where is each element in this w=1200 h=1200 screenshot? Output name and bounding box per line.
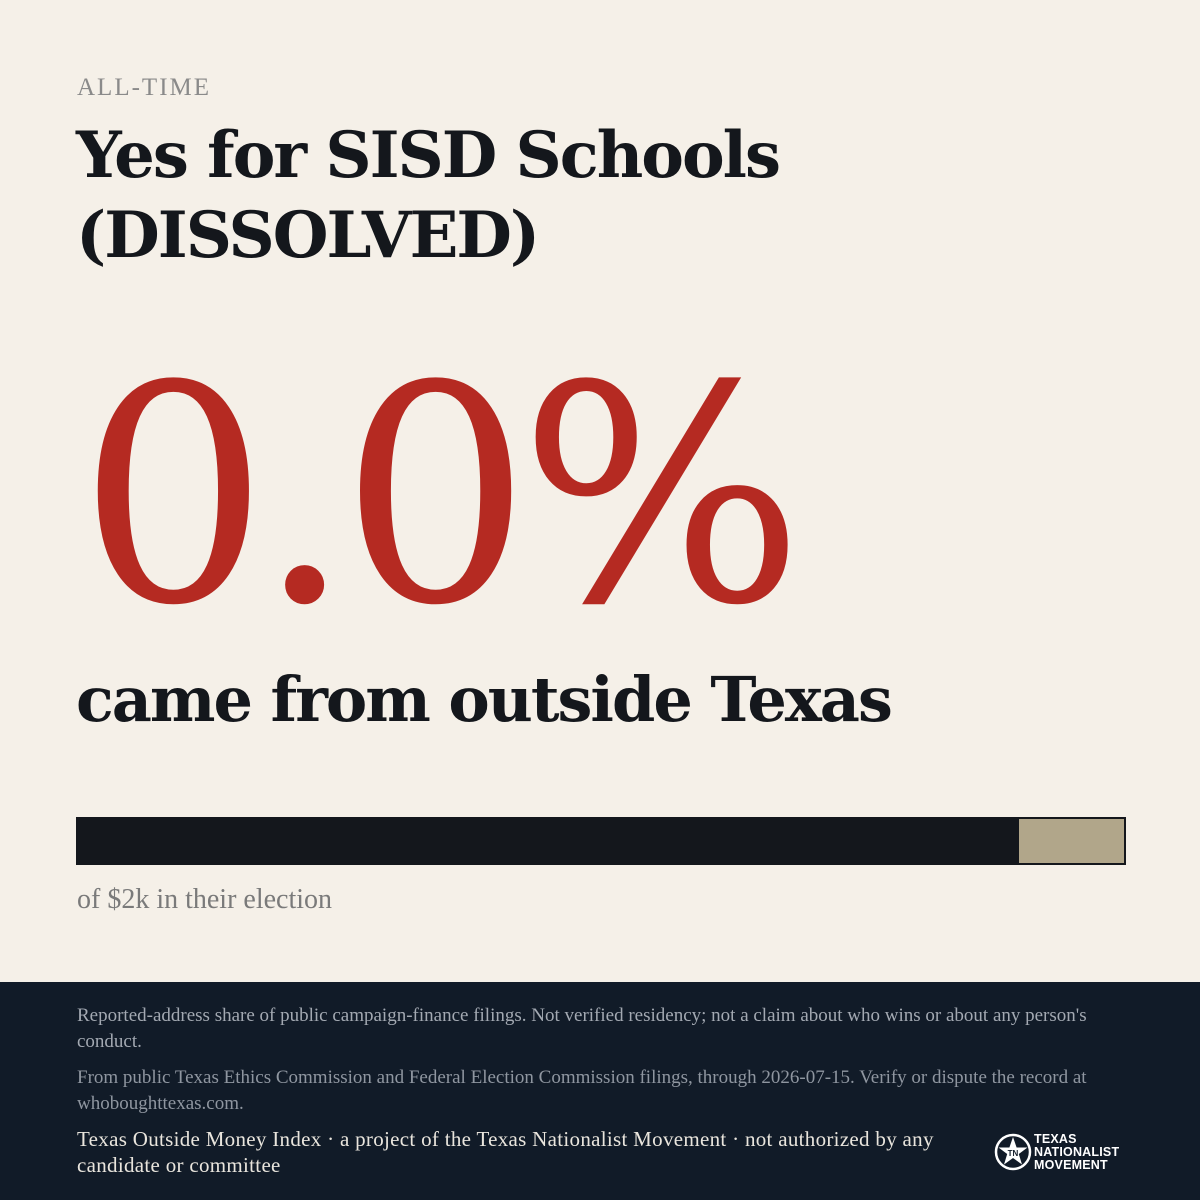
logo-line-texas: TEXAS xyxy=(1034,1132,1077,1146)
tnm-logo-wordmark xyxy=(1034,1133,1119,1172)
logo-line-movement: MOVEMENT xyxy=(1034,1158,1108,1172)
committee-title-line2: (DISSOLVED) xyxy=(76,198,539,273)
committee-title-line1: Yes for SISD Schools xyxy=(76,118,779,193)
timeframe-label: ALL-TIME xyxy=(77,74,212,101)
svg-text:TN: TN xyxy=(1007,1149,1019,1158)
footer-credit: Texas Outside Money Index · a project of the Texas Nationalist Movement · not authorized by any candidate or committee xyxy=(77,1127,934,1177)
tnm-star-emblem-icon xyxy=(994,1131,1032,1171)
share-bar xyxy=(76,817,1126,865)
outside-share-value: 0.0% xyxy=(78,322,793,671)
total-amount-caption: of $2k in their election xyxy=(77,884,333,915)
committee-title xyxy=(76,116,1076,276)
logo-line-nationalist: NATIONALIST xyxy=(1034,1145,1120,1159)
outside-share-caption: came from outside Texas xyxy=(76,663,891,736)
tnm-logo xyxy=(994,1131,1134,1175)
share-bar-fill xyxy=(78,819,1019,863)
footer-disclaimer: Reported-address share of public campaign-finance filings. Not verified residency; not a claim about who wins or about any person's conduct. xyxy=(77,1005,1087,1052)
footer-source: From public Texas Ethics Commission and Federal Election Commission filings, through 2026-07-15. Verify or dispute the record at whoboughttexas.com. xyxy=(77,1067,1087,1114)
